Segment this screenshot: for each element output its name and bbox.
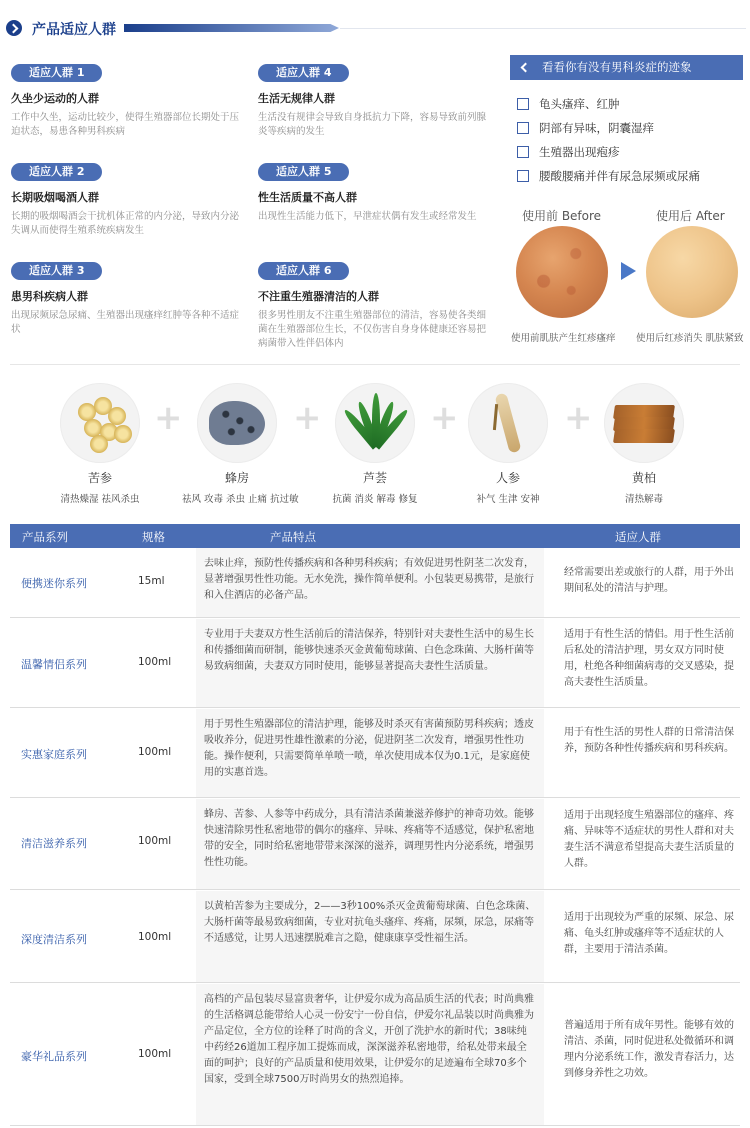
crowd-title: 长期吸烟喝酒人群 <box>11 191 99 204</box>
crowd-desc: 出现性生活能力低下，早泄症状偶有发生或经常发生 <box>258 211 477 222</box>
crowd-tag: 适应人群 5 <box>258 163 349 181</box>
symptom-label: 生殖器出现疱疹 <box>539 145 620 159</box>
table-row <box>10 891 740 983</box>
herb-huangbai <box>589 383 699 505</box>
crowd-title: 性生活质量不高人群 <box>258 191 357 204</box>
crowd-tag: 适应人群 6 <box>258 262 349 280</box>
series-name[interactable]: 便携迷你系列 <box>21 577 87 590</box>
herb-name: 苦参 <box>87 471 112 485</box>
series-name[interactable]: 深度清洁系列 <box>21 933 87 946</box>
phellodendron-icon <box>604 383 684 463</box>
crowd-block-2 <box>11 160 241 238</box>
chevron-right-icon <box>6 20 22 36</box>
herb-name: 芦荟 <box>362 471 387 485</box>
crowd-block-4 <box>258 61 488 139</box>
series-spec: 100ml <box>138 656 172 668</box>
honeycomb-icon <box>197 383 277 463</box>
col-header-spec: 规格 <box>142 530 165 544</box>
herb-name: 人参 <box>495 471 520 485</box>
section-divider <box>10 364 740 365</box>
series-name[interactable]: 清洁滋养系列 <box>21 837 87 850</box>
herb-luhui <box>320 383 430 505</box>
symptom-item[interactable] <box>517 120 747 144</box>
series-crowd: 适用于有性生活的情侣。用于性生活前后私处的清洁护理，男女双方同时使用，杜绝各种细菌病毒的交叉感染，提高夫妻性生活质量。 <box>564 629 734 688</box>
table-row <box>10 709 740 798</box>
ginseng-icon <box>468 383 548 463</box>
crowd-title: 不注重生殖器清洁的人群 <box>258 290 379 303</box>
table-row <box>10 548 740 618</box>
kushen-icon <box>60 383 140 463</box>
after-label: 使用后 After <box>656 209 725 223</box>
series-feature: 高档的产品包装尽显富贵奢华，让伊爱尔成为高品质生活的代表；时尚典雅的生活格调总能带给人心灵一份安宁一份自信，伊爱尔礼品装以时尚典雅为产品定位，全方位的诠释了时尚的含义，开创了洗护水的新时代；38味纯中药经26道加工程序加工提炼而成，深深滋养私密地带，给私处带来最全面的呵护；良好的产品质量和使用效果，让伊爱尔的足迹遍布全球70多个国家，受到全球7500万时尚男女的热烈追捧。 <box>196 984 544 1125</box>
crowd-desc: 很多男性朋友不注重生殖器部位的清洁，容易使各类细菌在生殖器部位生长，不仅伤害自身身体健康还容易把病菌带入性伴侣体内 <box>258 310 487 349</box>
crowd-tag: 适应人群 3 <box>11 262 102 280</box>
series-feature: 蜂房、苦参、人参等中药成分，具有清洁杀菌兼滋养修护的神奇功效。能够快速清除男性私密地带的偶尔的瘙痒、异味、疼痛等不适感觉，保护私密地带的安全，同时给私密地带带来深深的滋养，调理男性内分泌系统，增强男性性功能。 <box>196 799 544 889</box>
herb-fengfang <box>182 383 299 505</box>
section-header <box>6 14 746 42</box>
crowd-desc: 长期的吸烟喝酒会干扰机体正常的内分泌，导致内分泌失调从而使得生殖系统疾病发生 <box>11 211 240 236</box>
before-caption: 使用前肌肤产生红疹瘙痒 <box>511 333 616 344</box>
series-crowd: 适用于出现轻度生殖器部位的瘙痒、疼痛、异味等不适症状的男性人群和对夫妻生活不满意希望提高夫妻生活质量的人群。 <box>564 810 734 869</box>
col-header-series: 产品系列 <box>22 530 68 544</box>
series-crowd: 经常需要出差或旅行的人群，用于外出期间私处的清洁与护理。 <box>564 567 734 594</box>
series-feature: 去味止痒，预防性传播疾病和各种男科疾病；有效促进男性阴茎二次发育，显著增强男性性功能。无水免洗，操作简单便利。小包装更易携带，是旅行和入住酒店的必备产品。 <box>196 548 544 617</box>
plus-icon: + <box>293 398 322 438</box>
symptom-item[interactable] <box>517 144 747 168</box>
series-spec: 100ml <box>138 931 172 943</box>
crowd-block-5 <box>258 160 488 224</box>
col-header-feature: 产品特点 <box>270 530 316 544</box>
series-feature: 用于男性生殖器部位的清洁护理，能够及时杀灭有害菌预防男科疾病；透皮吸收养分，促进男性雄性激素的分泌，促进阴茎二次发育，增强男性性功能。操作便利，只需要简单单喷一喷，单次使用成本仅为0.1元，是家庭使用的实惠首选。 <box>196 709 544 797</box>
series-spec: 100ml <box>138 746 172 758</box>
series-feature: 专业用于夫妻双方性生活前后的清洁保养，特别针对夫妻性生活中的易生长和传播细菌而研制，能够快速杀灭金黄葡萄球菌、白色念珠菌、大肠杆菌等易致病细菌，夫妻双方同时使用，能够显著提高夫妻性生活质量。 <box>196 619 544 707</box>
table-row <box>10 619 740 708</box>
series-name[interactable]: 豪华礼品系列 <box>21 1050 87 1063</box>
crowd-block-3 <box>11 259 241 337</box>
table-row <box>10 984 740 1126</box>
crowd-desc: 出现尿频尿急尿痛、生殖器出现瘙痒红肿等各种不适症状 <box>11 310 240 335</box>
herb-effect: 抗菌 消炎 解毒 修复 <box>332 494 418 505</box>
herb-effect: 清热燥湿 祛风杀虫 <box>60 494 140 505</box>
series-name[interactable]: 实惠家庭系列 <box>21 748 87 761</box>
symptom-label: 阴部有异味，阴囊湿痒 <box>539 121 654 135</box>
series-name[interactable]: 温馨情侣系列 <box>21 658 87 671</box>
crowd-tag: 适应人群 4 <box>258 64 349 82</box>
series-spec: 100ml <box>138 835 172 847</box>
table-row <box>10 799 740 890</box>
herb-name: 黄柏 <box>631 471 656 485</box>
symptom-check-title: 看看你有没有男科炎症的迹象 <box>542 60 692 74</box>
plus-icon: + <box>430 398 459 438</box>
symptom-check-list <box>517 96 747 192</box>
crowd-desc: 工作中久坐，运动比较少，使得生殖器部位长期处于压迫状态，易患各种男科疾病 <box>11 112 240 137</box>
series-spec: 15ml <box>138 575 165 587</box>
crowd-title: 患男科疾病人群 <box>11 290 88 303</box>
series-feature: 以黄柏苦参为主要成分，2——3秒100%杀灭金黄葡萄球菌、白色念珠菌、大肠杆菌等最易致病细菌，专业对抗龟头瘙痒、疼痛，尿频，尿急，尿痛等不适感觉，让男人迅速摆脱难言之隐，健康康享受性福生活。 <box>196 891 544 982</box>
crowd-title: 生活无规律人群 <box>258 92 335 105</box>
symptom-label: 龟头瘙痒、红肿 <box>539 97 620 111</box>
skin-after-image <box>646 226 738 318</box>
arrow-right-icon <box>621 262 636 280</box>
chevron-left-icon <box>521 63 531 73</box>
symptom-label: 腰酸腰痛并伴有尿急尿频或尿痛 <box>539 169 700 183</box>
col-header-crowd: 适应人群 <box>615 530 661 544</box>
series-spec: 100ml <box>138 1048 172 1060</box>
crowd-tag: 适应人群 2 <box>11 163 102 181</box>
series-crowd: 适用于出现较为严重的尿频、尿急、尿痛、龟头红肿或瘙痒等不适症状的人群，主要用于清洁杀菌。 <box>564 912 734 955</box>
symptom-item[interactable] <box>517 96 747 120</box>
series-crowd: 用于有性生活的男性人群的日常清洁保养，预防各种性传播疾病和男科疾病。 <box>564 727 734 754</box>
herb-effect: 祛风 攻毒 杀虫 止痛 抗过敏 <box>182 494 299 505</box>
plus-icon: + <box>564 398 593 438</box>
checkbox-icon[interactable] <box>517 146 529 158</box>
herb-effect: 补气 生津 安神 <box>476 494 540 505</box>
crowd-block-1 <box>11 61 241 139</box>
plus-icon: + <box>154 398 183 438</box>
herb-name: 蜂房 <box>224 471 249 485</box>
herb-kushen <box>45 383 155 505</box>
page-title: 产品适应人群 <box>32 22 116 38</box>
after-caption: 使用后红疹消失 肌肤紧致 <box>636 333 744 344</box>
crowd-block-6 <box>258 259 488 351</box>
symptom-item[interactable] <box>517 168 747 192</box>
header-arrow-bar <box>124 24 339 32</box>
aloe-icon <box>335 383 415 463</box>
crowd-desc: 生活没有规律会导致自身抵抗力下降，容易导致前列腺炎等疾病的发生 <box>258 112 487 137</box>
crowd-title: 久坐少运动的人群 <box>11 92 99 105</box>
before-label: 使用前 Before <box>522 209 602 223</box>
table-header <box>10 524 740 548</box>
herb-renshen <box>453 383 563 505</box>
checkbox-icon[interactable] <box>517 122 529 134</box>
symptom-check-header[interactable] <box>510 55 743 80</box>
crowd-tag: 适应人群 1 <box>11 64 102 82</box>
skin-before-image <box>516 226 608 318</box>
herb-effect: 清热解毒 <box>624 494 663 505</box>
checkbox-icon[interactable] <box>517 98 529 110</box>
checkbox-icon[interactable] <box>517 170 529 182</box>
series-crowd: 普遍适用于所有成年男性。能够有效的清洁、杀菌，同时促进私处微循环和调理内分泌系统工作，激发青春活力，达到修身养性之功效。 <box>564 1020 734 1079</box>
header-divider <box>340 28 746 29</box>
